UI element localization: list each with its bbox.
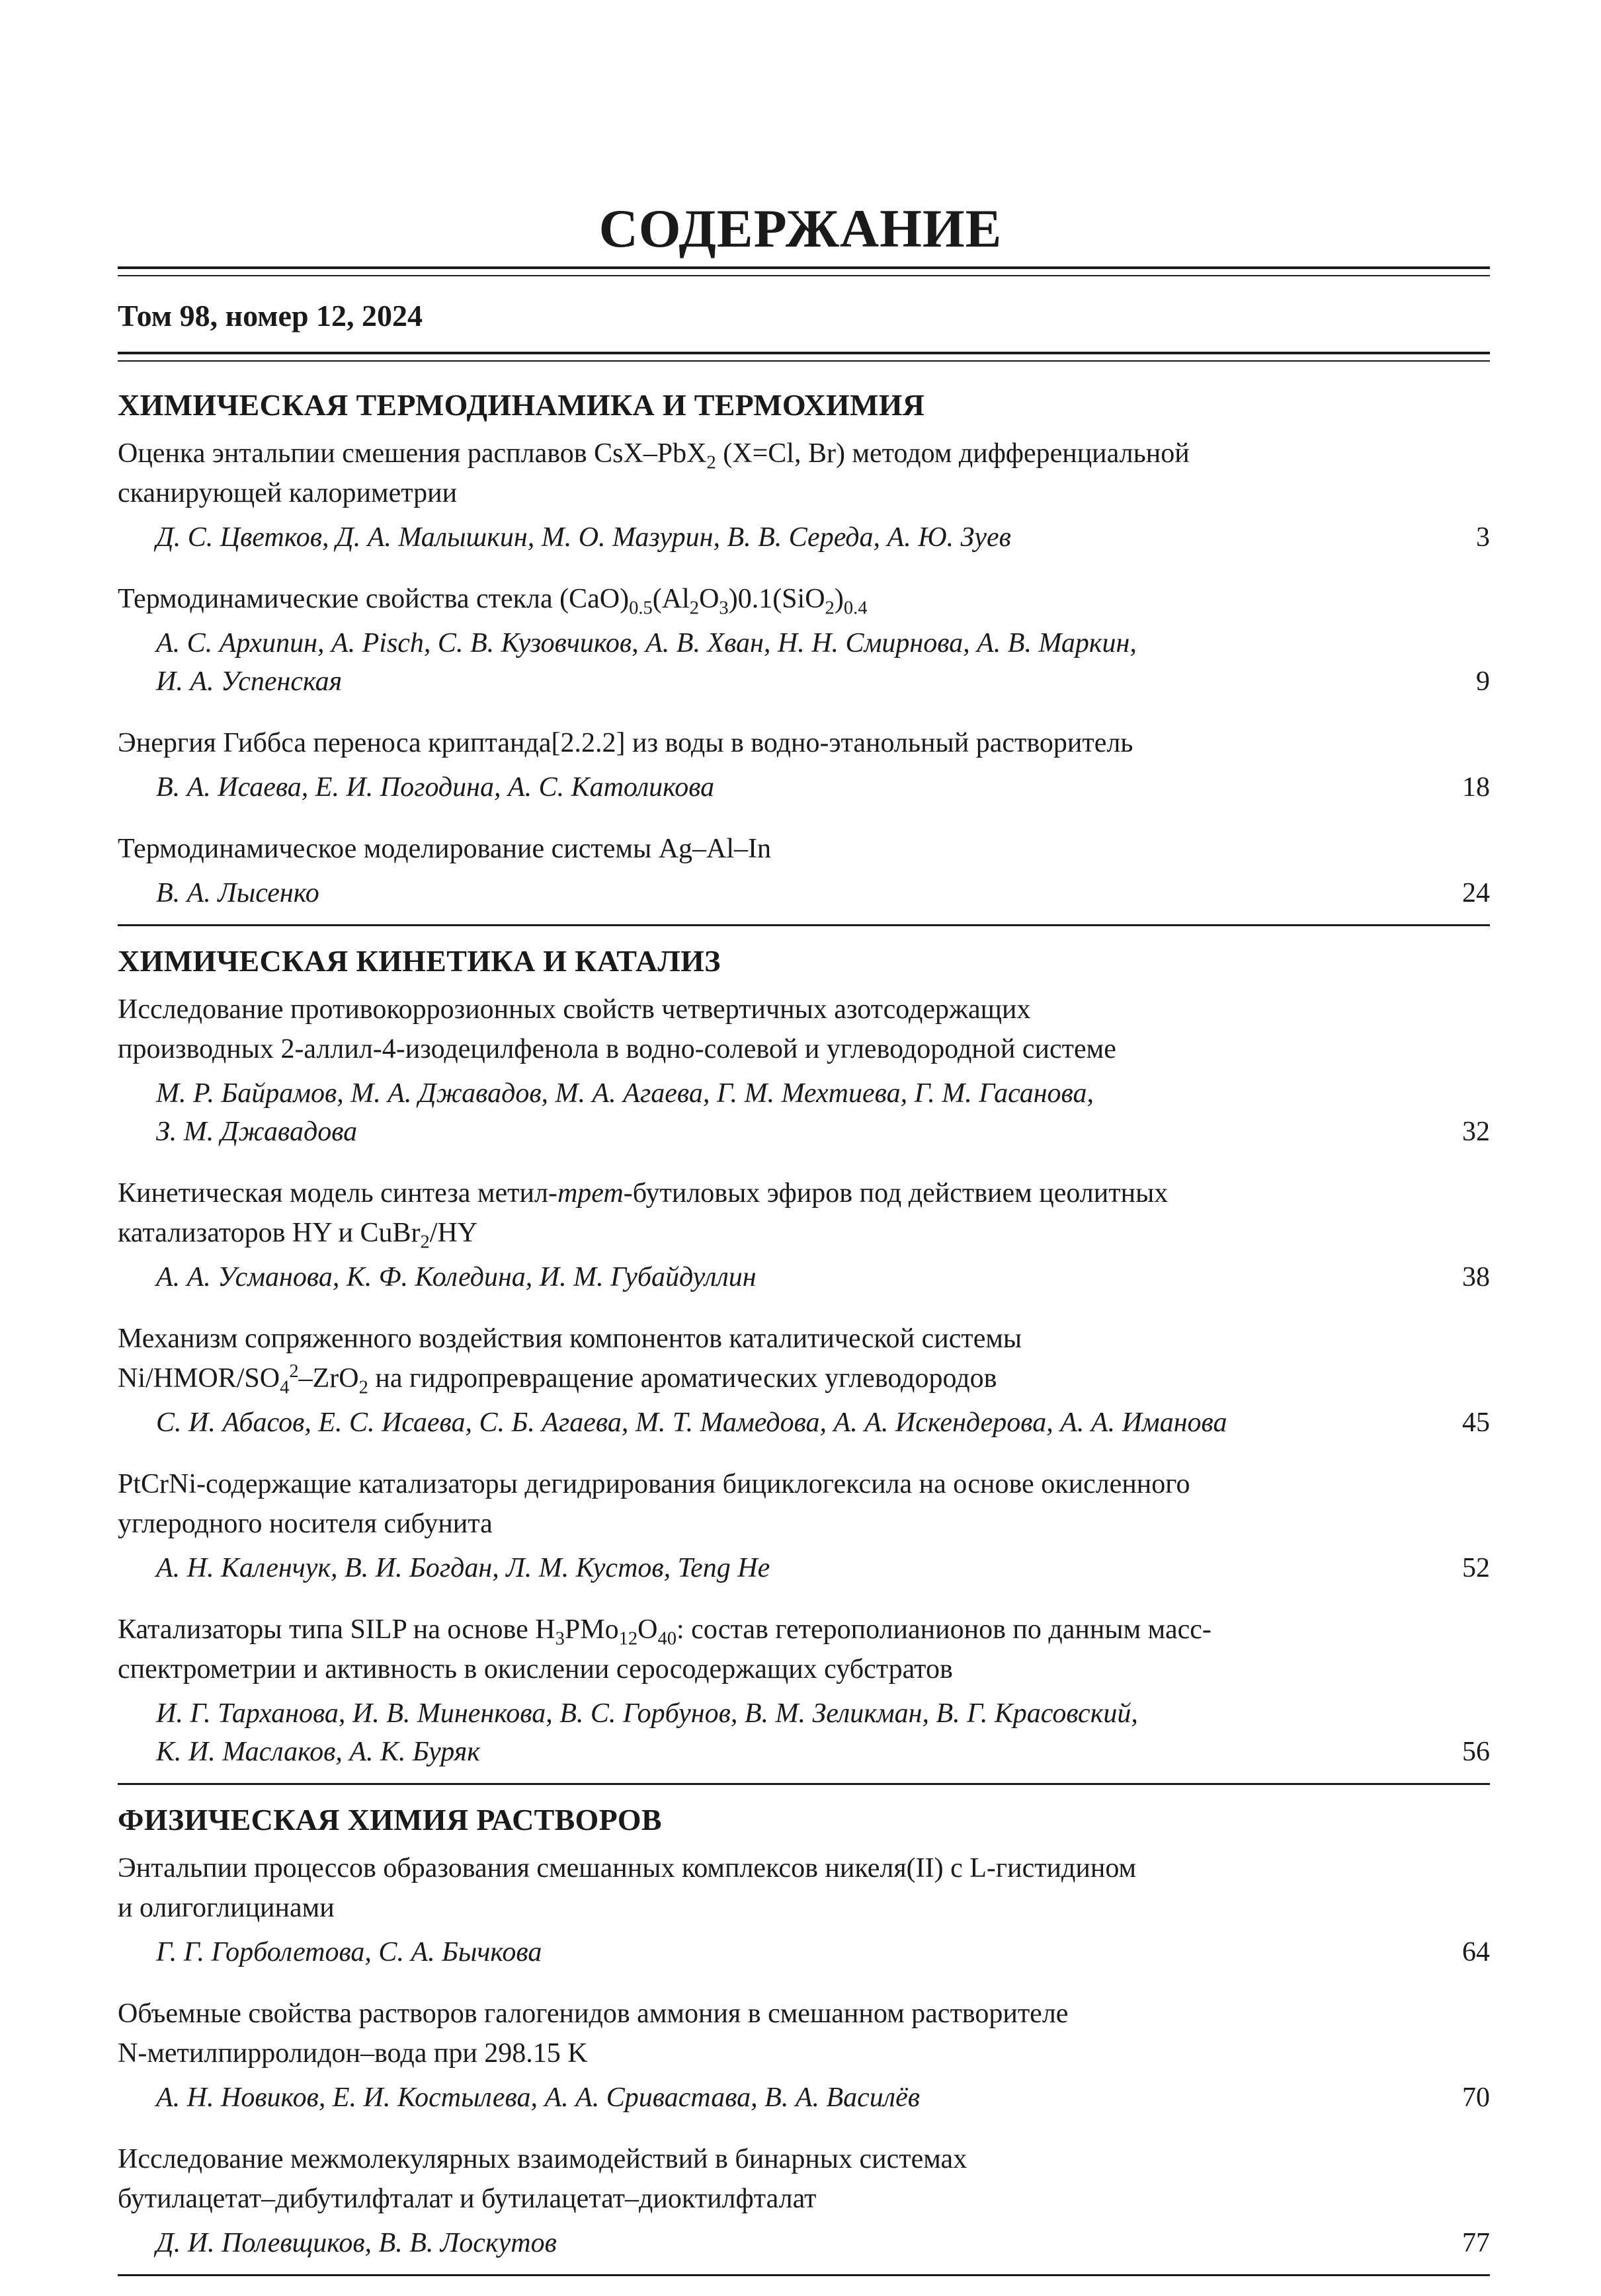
toc-entry[interactable]	[118, 2139, 1490, 2262]
article-authors: А. А. Усманова, К. Ф. Коледина, И. М. Губайдуллин	[156, 1262, 757, 1292]
article-authors-row	[118, 1074, 1490, 1151]
article-title[interactable]: PtCrNi-содержащие катализаторы дегидрирования бициклогексила на основе окисленного углеродного носителя сибунита	[118, 1469, 1190, 1539]
volume-double-rule	[118, 352, 1490, 362]
article-title[interactable]: Исследование межмолекулярных взаимодействий в бинарных системах бутилацетат–дибутилфталат и бутилацетат–диоктилфталат	[118, 2144, 967, 2214]
article-authors: Г. Г. Горболетова, С. А. Бычкова	[156, 1937, 542, 1967]
article-authors-row	[118, 874, 1490, 912]
article-authors: В. А. Лысенко	[156, 878, 319, 908]
article-title[interactable]: Кинетическая модель синтеза метил-трет-бутиловых эфиров под действием цеолитных катализаторов HY и CuBr$_2$/HY	[118, 1178, 1169, 1253]
article-title[interactable]: Энтальпии процессов образования смешанных комплексов никеля(II) с L-гистидином и олигоглицинами	[118, 1853, 1137, 1923]
page-number[interactable]: 52	[1462, 1553, 1490, 1583]
toc-entry[interactable]	[118, 1319, 1490, 1442]
page-number[interactable]: 32	[1462, 1117, 1490, 1147]
toc-entry[interactable]	[118, 1610, 1490, 1771]
page-number[interactable]: 70	[1462, 2082, 1490, 2113]
toc-entry[interactable]	[118, 829, 1490, 912]
page-number[interactable]: 38	[1462, 1262, 1490, 1292]
article-authors: А. С. Архипин, A. Pisch, С. В. Кузовчиков, А. В. Хван, Н. Н. Смирнова, А. В. Маркин, И. А. Успенская	[156, 628, 1137, 697]
page-number[interactable]: 9	[1476, 666, 1490, 697]
section-heading: ФИЗИЧЕСКАЯ ХИМИЯ РАСТВОРОВ	[118, 1803, 662, 1837]
toc-section	[118, 1805, 1490, 2276]
toc-entry[interactable]	[118, 434, 1490, 557]
toc-entry[interactable]	[118, 579, 1490, 701]
article-authors-row	[118, 2078, 1490, 2117]
toc-entry[interactable]	[118, 1464, 1490, 1587]
article-authors-row	[118, 624, 1490, 701]
section-heading: ХИМИЧЕСКАЯ ТЕРМОДИНАМИКА И ТЕРМОХИМИЯ	[118, 388, 925, 422]
article-authors: В. А. Исаева, Е. И. Погодина, А. С. Католикова	[156, 772, 715, 803]
article-authors-row	[118, 1694, 1490, 1771]
article-authors: Д. С. Цветков, Д. А. Малышкин, М. О. Мазурин, В. В. Середа, А. Ю. Зуев	[156, 522, 1011, 553]
article-authors-row	[118, 2224, 1490, 2262]
article-authors-row	[118, 1258, 1490, 1296]
article-title[interactable]: Термодинамическое моделирование системы Ag–Al–In	[118, 834, 772, 864]
article-title[interactable]: Катализаторы типа SILP на основе $H_3PMo_{12}O_{40}$: состав гетерополианионов по данным масс- спектрометрии и активность в окислении серосодержащих субстратов	[118, 1614, 1211, 1684]
article-title[interactable]: Термодинамические свойства стекла $(CaO)_{0.5}(Al_2O_3)0.1(SiO_2)_{0.4}$	[118, 584, 868, 619]
article-authors-row	[118, 518, 1490, 557]
page-number[interactable]: 77	[1462, 2228, 1490, 2258]
toc-section	[118, 390, 1490, 926]
page-title: СОДЕРЖАНИЕ	[598, 198, 1003, 258]
article-authors-row	[118, 1549, 1490, 1587]
article-authors: А. Н. Новиков, Е. И. Костылева, А. А. Сривастава, В. А. Василёв	[156, 2082, 920, 2113]
article-title[interactable]: Исследование противокоррозионных свойств четвертичных азотсодержащих производных 2-аллил-4-изодецилфенола в водно-солевой и углеводородной системе	[118, 994, 1116, 1064]
article-authors-row	[118, 1933, 1490, 1971]
page-number[interactable]: 56	[1462, 1737, 1490, 1767]
toc-section	[118, 946, 1490, 1785]
article-authors-row	[118, 1404, 1490, 1442]
page-number[interactable]: 64	[1462, 1937, 1490, 1967]
toc-entry[interactable]	[118, 1994, 1490, 2117]
article-authors: А. Н. Каленчук, В. И. Богдан, Л. М. Кустов, Teng He	[156, 1553, 770, 1583]
page-number[interactable]: 3	[1476, 522, 1490, 553]
volume-issue-line: Том 98, номер 12, 2024	[118, 299, 423, 333]
toc-entry[interactable]	[118, 1848, 1490, 1971]
toc-entry[interactable]	[118, 990, 1490, 1151]
page-number[interactable]: 45	[1462, 1407, 1490, 1438]
table-of-contents	[118, 390, 1490, 2296]
toc-entry[interactable]	[118, 1173, 1490, 1296]
article-authors: М. Р. Байрамов, М. А. Джавадов, М. А. Агаева, Г. М. Мехтиева, Г. М. Гасанова, З. М. Джавадова	[156, 1078, 1094, 1147]
page-number[interactable]: 24	[1462, 878, 1490, 908]
toc-entry[interactable]	[118, 723, 1490, 807]
article-title[interactable]: Механизм сопряженного воздействия компонентов каталитической системы $Ni/HMOR/SO_4^2-ZrO_2$ на гидропревращение ароматических углеводородов	[118, 1324, 1022, 1398]
page-number[interactable]: 18	[1462, 772, 1490, 803]
article-authors: С. И. Абасов, Е. С. Исаева, С. Б. Агаева, М. Т. Мамедова, А. А. Искендерова, А. А. Иманова	[156, 1407, 1227, 1438]
article-title[interactable]: Объемные свойства растворов галогенидов аммония в смешанном растворителе N-метилпирролидон–вода при 298.15 K	[118, 1999, 1069, 2069]
article-authors: Д. И. Полевщиков, В. В. Лоскутов	[156, 2228, 557, 2258]
article-title[interactable]: Оценка энтальпии смешения расплавов CsX–PbX$_2$ (X=Cl, Br) методом дифференциальной сканирующей калориметрии	[118, 438, 1190, 508]
article-authors-row	[118, 768, 1490, 807]
article-authors: И. Г. Тарханова, И. В. Миненкова, В. С. Горбунов, В. М. Зеликман, В. Г. Красовский, К. И. Маслаков, А. К. Буряк	[156, 1698, 1138, 1767]
article-title[interactable]: Энергия Гиббса переноса криптанда[2.2.2] из воды в водно-этанольный растворитель	[118, 728, 1133, 758]
section-heading: ХИМИЧЕСКАЯ КИНЕТИКА И КАТАЛИЗ	[118, 944, 721, 978]
header-double-rule	[118, 266, 1490, 276]
